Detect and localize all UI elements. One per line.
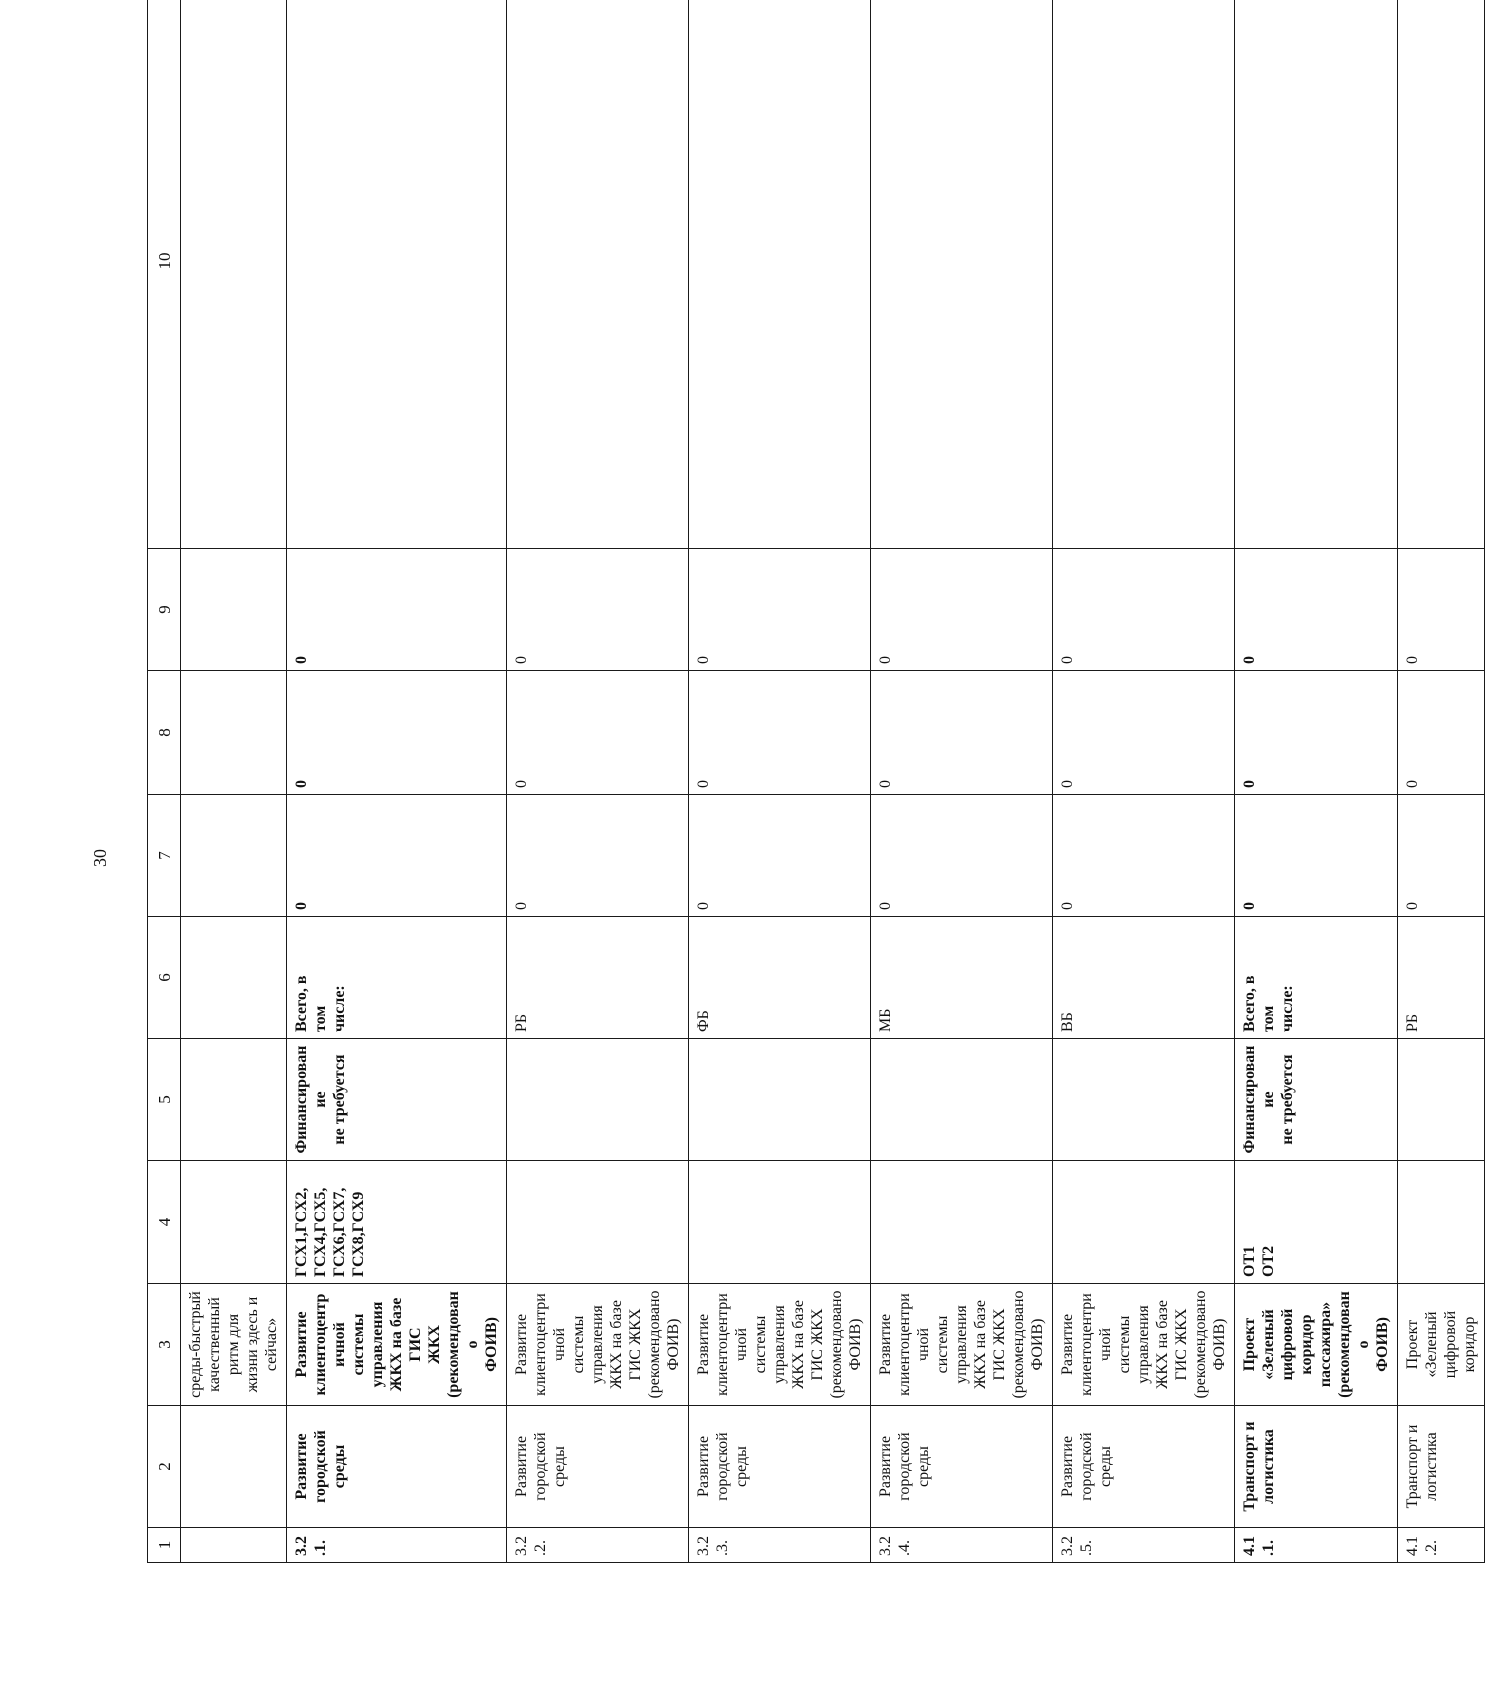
cell-financing-note: Финансирование не требуется xyxy=(1235,1039,1398,1161)
cell-value-col-7: 0 xyxy=(287,795,507,917)
cell-value-col-8: 0 xyxy=(287,671,507,795)
financing-table xyxy=(147,0,1485,1563)
cell-row-number: 4.1.2. xyxy=(1398,1528,1485,1563)
cell-value-col-9: 0 xyxy=(1053,549,1235,671)
cell-budget-source: МБ xyxy=(871,917,1053,1039)
cell-value-col-7: 0 xyxy=(507,795,689,917)
cell-financing-note: Финансирование не требуется xyxy=(287,1039,507,1161)
cell-area: Развитие городской среды xyxy=(689,1406,871,1528)
cell-value-col-8: 0 xyxy=(1398,671,1485,795)
cell-value-col-9: 0 xyxy=(871,549,1053,671)
cell-note-col-10 xyxy=(507,0,689,549)
cell-row-number: 3.2.5. xyxy=(1053,1528,1235,1563)
cell-value-col-9: 0 xyxy=(1398,549,1485,671)
cell-row-number: 3.2.1. xyxy=(287,1528,507,1563)
cell-event-name: Проект «Зеленый цифровой коридор xyxy=(1398,1284,1485,1406)
cell-event-name: Развитие клиентоцентричной системы управления ЖКХ на базе ГИС ЖКХ (рекомендовано ФОИВ) xyxy=(871,1284,1053,1406)
cell-budget-source: РБ xyxy=(1398,917,1485,1039)
table-row xyxy=(1235,0,1398,1563)
cell-value-col-9 xyxy=(181,549,287,671)
cell-value-col-9: 0 xyxy=(287,549,507,671)
column-header: 8 xyxy=(148,671,181,795)
rotated-table-container xyxy=(147,74,1478,1563)
cell-budget-source: ВБ xyxy=(1053,917,1235,1039)
cell-row-number: 4.1.1. xyxy=(1235,1528,1398,1563)
cell-event-name: Развитие клиентоцентричной системы управления ЖКХ на базе ГИС ЖКХ (рекомендовано ФОИВ) xyxy=(689,1284,871,1406)
cell-note-col-10 xyxy=(1053,0,1235,549)
cell-financing-note xyxy=(689,1039,871,1161)
cell-note-col-10 xyxy=(181,0,287,549)
cell-event-name: среды-быстрый качественный ритм для жизни здесь и сейчас» xyxy=(181,1284,287,1406)
cell-row-number xyxy=(181,1528,287,1563)
cell-area: Развитие городской среды xyxy=(871,1406,1053,1528)
cell-event-name: Развитие клиентоцентричной системы управления ЖКХ на базе ГИС ЖКХ (рекомендовано ФОИВ) xyxy=(507,1284,689,1406)
column-header: 4 xyxy=(148,1161,181,1284)
cell-value-col-7: 0 xyxy=(1053,795,1235,917)
cell-indicators xyxy=(1398,1161,1485,1284)
cell-value-col-8: 0 xyxy=(871,671,1053,795)
column-header: 6 xyxy=(148,917,181,1039)
column-header: 9 xyxy=(148,549,181,671)
cell-value-col-7: 0 xyxy=(1235,795,1398,917)
cell-financing-note xyxy=(871,1039,1053,1161)
cell-budget-source: Всего, в том числе: xyxy=(287,917,507,1039)
table-row xyxy=(689,0,871,1563)
cell-event-name: Развитие клиентоцентричной системы управления ЖКХ на базе ГИС ЖКХ (рекомендовано ФОИВ) xyxy=(1053,1284,1235,1406)
cell-value-col-7: 0 xyxy=(1398,795,1485,917)
cell-indicators xyxy=(871,1161,1053,1284)
table-row xyxy=(1053,0,1235,1563)
column-header: 3 xyxy=(148,1284,181,1406)
table-row xyxy=(181,0,287,1563)
cell-note-col-10 xyxy=(871,0,1053,549)
cell-area xyxy=(181,1406,287,1528)
cell-row-number: 3.2.3. xyxy=(689,1528,871,1563)
cell-value-col-9: 0 xyxy=(507,549,689,671)
cell-indicators: ГСХ1,ГСХ2, ГСХ4,ГСХ5, ГСХ6,ГСХ7, ГСХ8,ГСХ9 xyxy=(287,1161,507,1284)
cell-financing-note xyxy=(1053,1039,1235,1161)
cell-area: Развитие городской среды xyxy=(1053,1406,1235,1528)
cell-note-col-10 xyxy=(1398,0,1485,549)
cell-area: Развитие городской среды xyxy=(507,1406,689,1528)
cell-value-col-9: 0 xyxy=(689,549,871,671)
cell-note-col-10 xyxy=(287,0,507,549)
cell-financing-note xyxy=(507,1039,689,1161)
cell-value-col-8: 0 xyxy=(507,671,689,795)
cell-value-col-8: 0 xyxy=(1053,671,1235,795)
table-row xyxy=(871,0,1053,1563)
cell-note-col-10 xyxy=(1235,0,1398,549)
page-number: 30 xyxy=(90,849,110,867)
table-row xyxy=(1398,0,1485,1563)
cell-value-col-9: 0 xyxy=(1235,549,1398,671)
column-header: 1 xyxy=(148,1528,181,1563)
table-row xyxy=(507,0,689,1563)
cell-event-name: Развитие клиентоцентричной системы управления ЖКХ на базе ГИС ЖКХ (рекомендовано ФОИВ) xyxy=(287,1284,507,1406)
cell-indicators xyxy=(181,1161,287,1284)
cell-value-col-7: 0 xyxy=(689,795,871,917)
column-header: 7 xyxy=(148,795,181,917)
cell-budget-source: ФБ xyxy=(689,917,871,1039)
cell-area: Транспорт и логистика xyxy=(1235,1406,1398,1528)
cell-value-col-8 xyxy=(181,671,287,795)
cell-row-number: 3.2.2. xyxy=(507,1528,689,1563)
cell-row-number: 3.2.4. xyxy=(871,1528,1053,1563)
cell-value-col-7 xyxy=(181,795,287,917)
cell-budget-source: Всего, в том числе: xyxy=(1235,917,1398,1039)
column-header: 5 xyxy=(148,1039,181,1161)
cell-financing-note xyxy=(181,1039,287,1161)
cell-value-col-8: 0 xyxy=(689,671,871,795)
table-row xyxy=(287,0,507,1563)
cell-value-col-7: 0 xyxy=(871,795,1053,917)
cell-indicators xyxy=(689,1161,871,1284)
cell-budget-source: РБ xyxy=(507,917,689,1039)
column-header: 10 xyxy=(148,0,181,549)
cell-budget-source xyxy=(181,917,287,1039)
cell-value-col-8: 0 xyxy=(1235,671,1398,795)
cell-area: Транспорт и логистика xyxy=(1398,1406,1485,1528)
cell-indicators xyxy=(1053,1161,1235,1284)
cell-note-col-10 xyxy=(689,0,871,549)
cell-financing-note xyxy=(1398,1039,1485,1161)
cell-indicators: ОТ1 ОТ2 xyxy=(1235,1161,1398,1284)
column-header: 2 xyxy=(148,1406,181,1528)
column-number-row xyxy=(148,0,181,1563)
cell-area: Развитие городской среды xyxy=(287,1406,507,1528)
cell-event-name: Проект «Зеленый цифровой коридор пассажира» (рекомендовано ФОИВ) xyxy=(1235,1284,1398,1406)
cell-indicators xyxy=(507,1161,689,1284)
